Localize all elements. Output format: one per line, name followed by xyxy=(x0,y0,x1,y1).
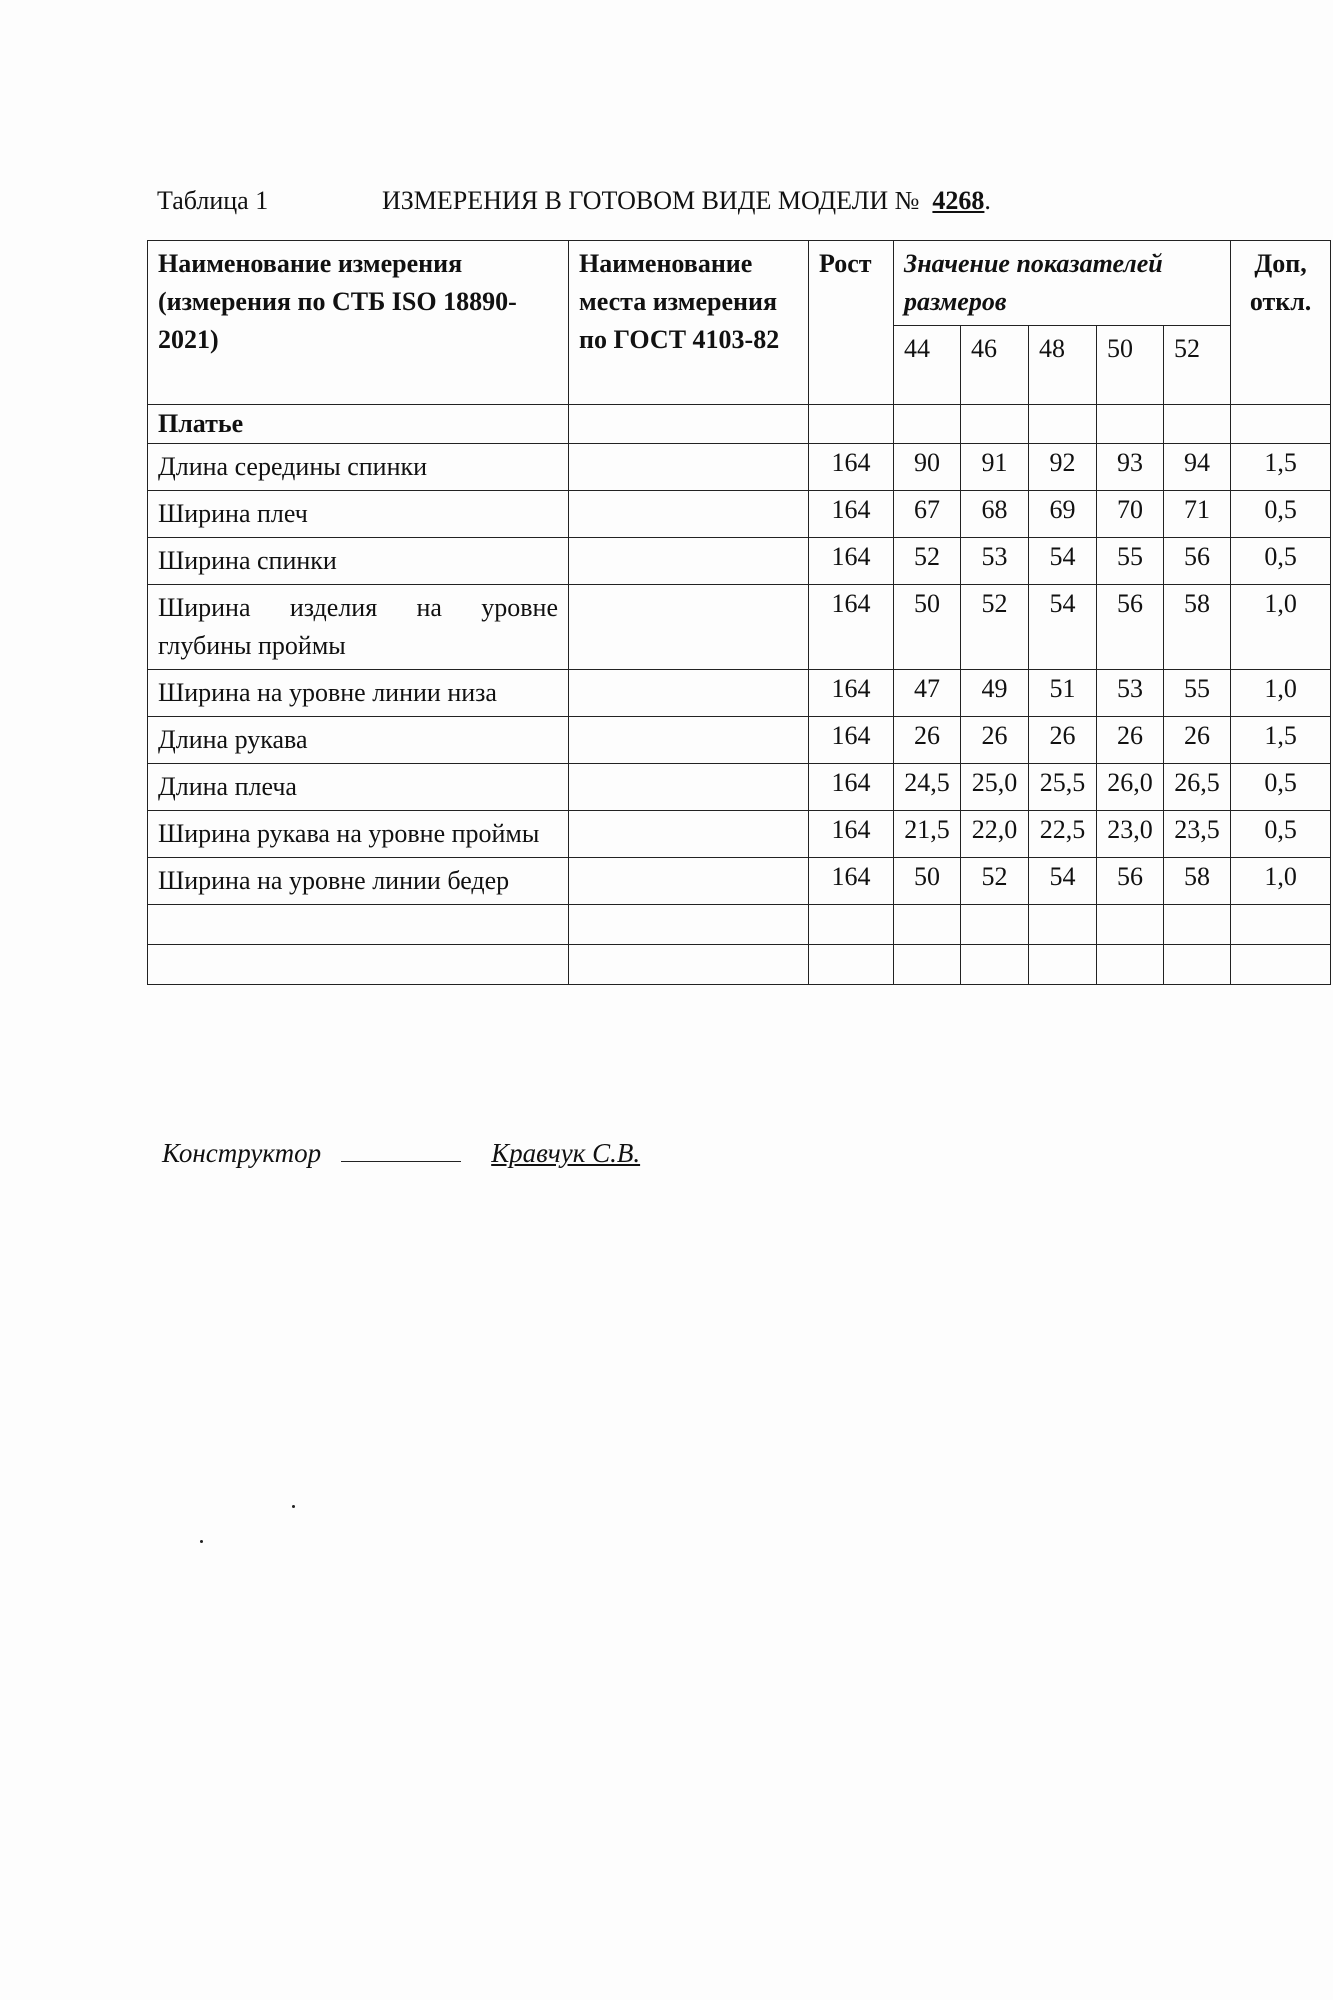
empty-cell xyxy=(809,405,894,444)
table-row xyxy=(148,858,1331,905)
height-value: 164 xyxy=(809,491,894,538)
measurement-place xyxy=(569,585,809,670)
size-value: 70 xyxy=(1097,491,1164,538)
empty-cell xyxy=(961,905,1029,945)
measurement-place xyxy=(569,858,809,905)
signature-line xyxy=(341,1139,461,1162)
size-value: 26 xyxy=(1097,717,1164,764)
table-row xyxy=(148,585,1331,670)
measurement-place xyxy=(569,491,809,538)
size-value: 56 xyxy=(1097,858,1164,905)
size-value: 50 xyxy=(894,585,961,670)
section-label: Платье xyxy=(148,405,569,444)
table-row xyxy=(148,538,1331,585)
measurement-place xyxy=(569,538,809,585)
size-value: 24,5 xyxy=(894,764,961,811)
height-value: 164 xyxy=(809,764,894,811)
empty-cell xyxy=(1097,405,1164,444)
tolerance-value: 0,5 xyxy=(1231,811,1331,858)
size-value: 21,5 xyxy=(894,811,961,858)
size-header-44: 44 xyxy=(894,326,961,405)
height-value: 164 xyxy=(809,717,894,764)
size-value: 26 xyxy=(894,717,961,764)
empty-cell xyxy=(1029,945,1097,985)
size-header-48: 48 xyxy=(1029,326,1097,405)
empty-cell xyxy=(1164,905,1231,945)
size-value: 58 xyxy=(1164,858,1231,905)
measurement-place xyxy=(569,717,809,764)
empty-cell xyxy=(1231,945,1331,985)
size-value: 50 xyxy=(894,858,961,905)
table-row xyxy=(148,717,1331,764)
size-value: 54 xyxy=(1029,858,1097,905)
size-value: 55 xyxy=(1097,538,1164,585)
size-value: 22,0 xyxy=(961,811,1029,858)
header-measurement-place: Наименование места измерения по ГОСТ 4103-82 xyxy=(569,241,809,405)
measurement-name: Ширина на уровне линии бедер xyxy=(148,858,569,905)
size-header-52: 52 xyxy=(1164,326,1231,405)
size-value: 52 xyxy=(961,585,1029,670)
measurement-name: Ширина рукава на уровне проймы xyxy=(148,811,569,858)
size-value: 26 xyxy=(961,717,1029,764)
size-value: 49 xyxy=(961,670,1029,717)
measurement-place xyxy=(569,764,809,811)
empty-cell xyxy=(961,405,1029,444)
measurement-name: Длина середины спинки xyxy=(148,444,569,491)
size-value: 54 xyxy=(1029,585,1097,670)
tolerance-value: 1,5 xyxy=(1231,444,1331,491)
empty-cell xyxy=(148,945,569,985)
signature-role: Конструктор xyxy=(162,1138,322,1168)
measurements-table xyxy=(147,240,1331,985)
measurement-place xyxy=(569,670,809,717)
title-end: . xyxy=(984,186,991,215)
empty-row xyxy=(148,905,1331,945)
size-value: 26,5 xyxy=(1164,764,1231,811)
empty-cell xyxy=(809,945,894,985)
empty-cell xyxy=(148,905,569,945)
size-value: 56 xyxy=(1164,538,1231,585)
size-value: 53 xyxy=(1097,670,1164,717)
empty-row xyxy=(148,945,1331,985)
empty-cell xyxy=(1231,905,1331,945)
model-number: 4268 xyxy=(932,186,985,215)
empty-cell xyxy=(1231,405,1331,444)
empty-cell xyxy=(569,405,809,444)
size-value: 91 xyxy=(961,444,1029,491)
empty-cell xyxy=(1097,945,1164,985)
table-title xyxy=(382,186,991,216)
table-row xyxy=(148,670,1331,717)
size-value: 26,0 xyxy=(1097,764,1164,811)
empty-cell xyxy=(961,945,1029,985)
header-size-values: Значение показателей размеров xyxy=(894,241,1231,326)
table-body xyxy=(148,405,1331,985)
size-value: 26 xyxy=(1164,717,1231,764)
size-value: 23,0 xyxy=(1097,811,1164,858)
measurement-name: Длина плеча xyxy=(148,764,569,811)
size-header-46: 46 xyxy=(961,326,1029,405)
speck xyxy=(292,1505,295,1508)
size-value: 55 xyxy=(1164,670,1231,717)
empty-cell xyxy=(1164,945,1231,985)
empty-cell xyxy=(894,945,961,985)
section-row xyxy=(148,405,1331,444)
table-row xyxy=(148,764,1331,811)
height-value: 164 xyxy=(809,670,894,717)
tolerance-value: 1,5 xyxy=(1231,717,1331,764)
size-value: 54 xyxy=(1029,538,1097,585)
size-header-50: 50 xyxy=(1097,326,1164,405)
size-value: 56 xyxy=(1097,585,1164,670)
table-row xyxy=(148,491,1331,538)
speck xyxy=(200,1540,203,1543)
size-value: 52 xyxy=(961,858,1029,905)
tolerance-value: 1,0 xyxy=(1231,585,1331,670)
empty-cell xyxy=(569,945,809,985)
measurement-name: Длина рукава xyxy=(148,717,569,764)
size-value: 22,5 xyxy=(1029,811,1097,858)
height-value: 164 xyxy=(809,538,894,585)
measurement-place xyxy=(569,811,809,858)
size-value: 90 xyxy=(894,444,961,491)
empty-cell xyxy=(1029,405,1097,444)
size-value: 92 xyxy=(1029,444,1097,491)
size-value: 71 xyxy=(1164,491,1231,538)
empty-cell xyxy=(1164,405,1231,444)
empty-cell xyxy=(809,905,894,945)
measurement-name: Ширина на уровне линии низа xyxy=(148,670,569,717)
size-value: 93 xyxy=(1097,444,1164,491)
header-height: Рост xyxy=(809,241,894,405)
height-value: 164 xyxy=(809,858,894,905)
size-value: 67 xyxy=(894,491,961,538)
size-value: 68 xyxy=(961,491,1029,538)
tolerance-value: 0,5 xyxy=(1231,764,1331,811)
size-value: 52 xyxy=(894,538,961,585)
measurement-place xyxy=(569,444,809,491)
size-value: 47 xyxy=(894,670,961,717)
header-tolerance: Доп, откл. xyxy=(1231,241,1331,405)
size-value: 25,0 xyxy=(961,764,1029,811)
measurement-name: Ширина спинки xyxy=(148,538,569,585)
tolerance-value: 1,0 xyxy=(1231,670,1331,717)
table-row xyxy=(148,811,1331,858)
empty-cell xyxy=(894,405,961,444)
signature-block xyxy=(162,1138,640,1169)
size-value: 53 xyxy=(961,538,1029,585)
header-measurement-name: Наименование измерения (измерения по СТБ ISO 18890-2021) xyxy=(148,241,569,405)
size-value: 51 xyxy=(1029,670,1097,717)
measurement-name: Ширина изделия на уровне глубины проймы xyxy=(148,585,569,670)
height-value: 164 xyxy=(809,585,894,670)
signature-person: Кравчук С.В. xyxy=(491,1138,641,1168)
table-label: Таблица 1 xyxy=(157,186,269,215)
empty-cell xyxy=(894,905,961,945)
size-value: 23,5 xyxy=(1164,811,1231,858)
table-row xyxy=(148,444,1331,491)
height-value: 164 xyxy=(809,444,894,491)
tolerance-value: 0,5 xyxy=(1231,491,1331,538)
table-title-text: ИЗМЕРЕНИЯ В ГОТОВОМ ВИДЕ МОДЕЛИ № xyxy=(382,186,920,215)
empty-cell xyxy=(569,905,809,945)
empty-cell xyxy=(1097,905,1164,945)
height-value: 164 xyxy=(809,811,894,858)
tolerance-value: 1,0 xyxy=(1231,858,1331,905)
measurement-name: Ширина плеч xyxy=(148,491,569,538)
size-value: 94 xyxy=(1164,444,1231,491)
size-value: 25,5 xyxy=(1029,764,1097,811)
size-value: 69 xyxy=(1029,491,1097,538)
size-value: 58 xyxy=(1164,585,1231,670)
size-value: 26 xyxy=(1029,717,1097,764)
empty-cell xyxy=(1029,905,1097,945)
tolerance-value: 0,5 xyxy=(1231,538,1331,585)
